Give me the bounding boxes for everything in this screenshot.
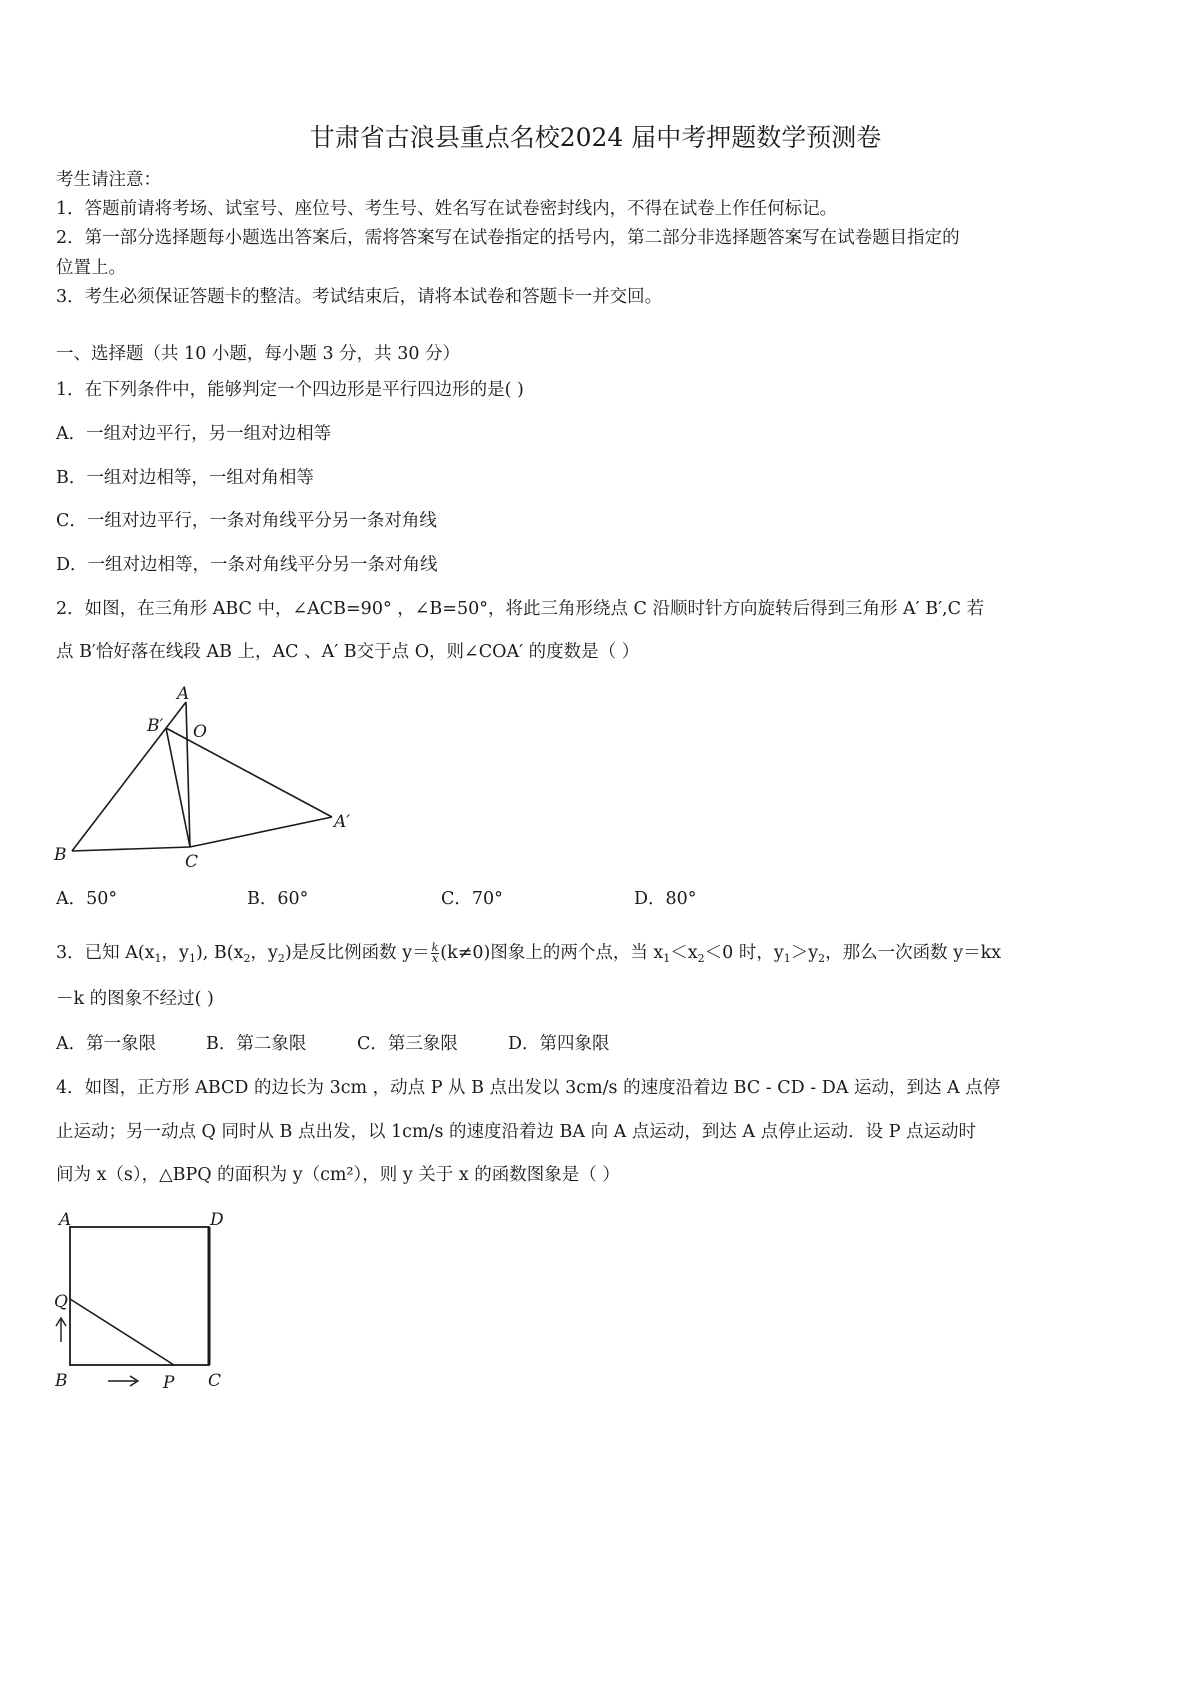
q2-triangle-figure [50,680,370,880]
q4-square-figure [50,1203,250,1393]
notice-item-1: 1．答题前请将考场、试室号、座位号、考生号、姓名写在试卷密封线内，不得在试卷上作任何标记。 [56,199,838,219]
q3-option-d: D．第四象限 [508,1034,610,1054]
label-q: Q [54,1292,68,1312]
segment-ba [72,702,186,851]
label-b-prime: B′ [147,716,164,736]
page-title: 甘肃省古浪县重点名校2024 届中考押题数学预测卷 [309,123,882,152]
notice-item-2-cont: 位置上。 [56,258,126,278]
label-c: C [185,852,199,872]
q2-stem-line2: 点 B′恰好落在线段 AB 上，AC 、A′ B交于点 O，则∠COA′ 的度数是（ ） [56,642,640,662]
q1-option-c: C．一组对边平行，一条对角线平分另一条对角线 [56,511,437,531]
q1-option-d: D．一组对边相等，一条对角线平分另一条对角线 [56,555,438,575]
q2-option-a: A．50° [56,889,118,909]
q3-stem-line2: －k 的图象不经过( ) [56,989,214,1009]
label-o: O [193,722,207,742]
q3-option-b: B．第二象限 [206,1034,307,1054]
notice-heading: 考生请注意： [56,170,161,190]
section-heading: 一、选择题（共 10 小题，每小题 3 分，共 30 分） [56,344,461,364]
notice-item-3: 3．考生必须保证答题卡的整洁。考试结束后，请将本试卷和答题卡一并交回。 [56,287,663,307]
label-a: A [59,1210,72,1230]
q2-option-d: D．80° [634,889,697,909]
q1-option-b: B．一组对边相等，一组对角相等 [56,468,314,488]
q1-option-a: A．一组对边平行，另一组对边相等 [56,424,332,444]
q4-stem-line1: 4．如图，正方形 ABCD 的边长为 3cm ，动点 P 从 B 点出发以 3cm/s 的速度沿着边 BC - CD - DA 运动，到达 A 点停 [56,1078,1001,1098]
q3-option-a: A．第一象限 [56,1034,157,1054]
q3-stem-line1: 3．已知 $A(x_1$，$y_1$), $B(x_2$，$y_2$)是反比例函数 y＝ $\frac{k}{x}$ (k≠0)图象上的两个点，当 $x_1<x_2<0$ 时，$y_1>y_2$，那么一次函数 y＝kx [56,941,1002,965]
fraction-k-over-x: $\frac{k}{x}$ [431,941,439,965]
label-p: P [163,1373,175,1393]
square-abcd [70,1227,209,1365]
label-a-prime: A′ [334,812,351,832]
segment-bc [72,847,190,851]
label-a: A [177,684,190,704]
label-b: B [54,845,67,865]
q3-option-c: C．第三象限 [357,1034,458,1054]
segment-ac [186,702,190,847]
segment-c-a-prime [190,817,332,847]
label-c: C [208,1371,222,1391]
segment-qp [70,1299,174,1365]
q2-option-c: C．70° [441,889,503,909]
q2-option-b: B．60° [247,889,309,909]
label-d: D [210,1210,224,1230]
label-b: B [55,1371,68,1391]
q4-stem-line2: 止运动；另一动点 Q 同时从 B 点出发，以 1cm/s 的速度沿着边 BA 向 A 点运动，到达 A 点停止运动．设 P 点运动时 [56,1122,977,1142]
notice-item-2: 2．第一部分选择题每小题选出答案后，需将答案写在试卷指定的括号内，第二部分非选择题答案写在试卷题目指定的 [56,228,960,248]
segment-b-prime-c [166,728,190,847]
q4-stem-line3: 间为 x（s），△BPQ 的面积为 y（cm²），则 y 关于 x 的函数图象是（ ） [56,1165,620,1185]
segment-b-prime-a-prime [166,728,332,817]
q2-stem-line1: 2．如图，在三角形 ABC 中，∠ACB=90° ，∠B=50°，将此三角形绕点 C 沿顺时针方向旋转后得到三角形 A′ B′,C 若 [56,599,985,619]
q1-stem: 1．在下列条件中，能够判定一个四边形是平行四边形的是( ) [56,380,524,400]
